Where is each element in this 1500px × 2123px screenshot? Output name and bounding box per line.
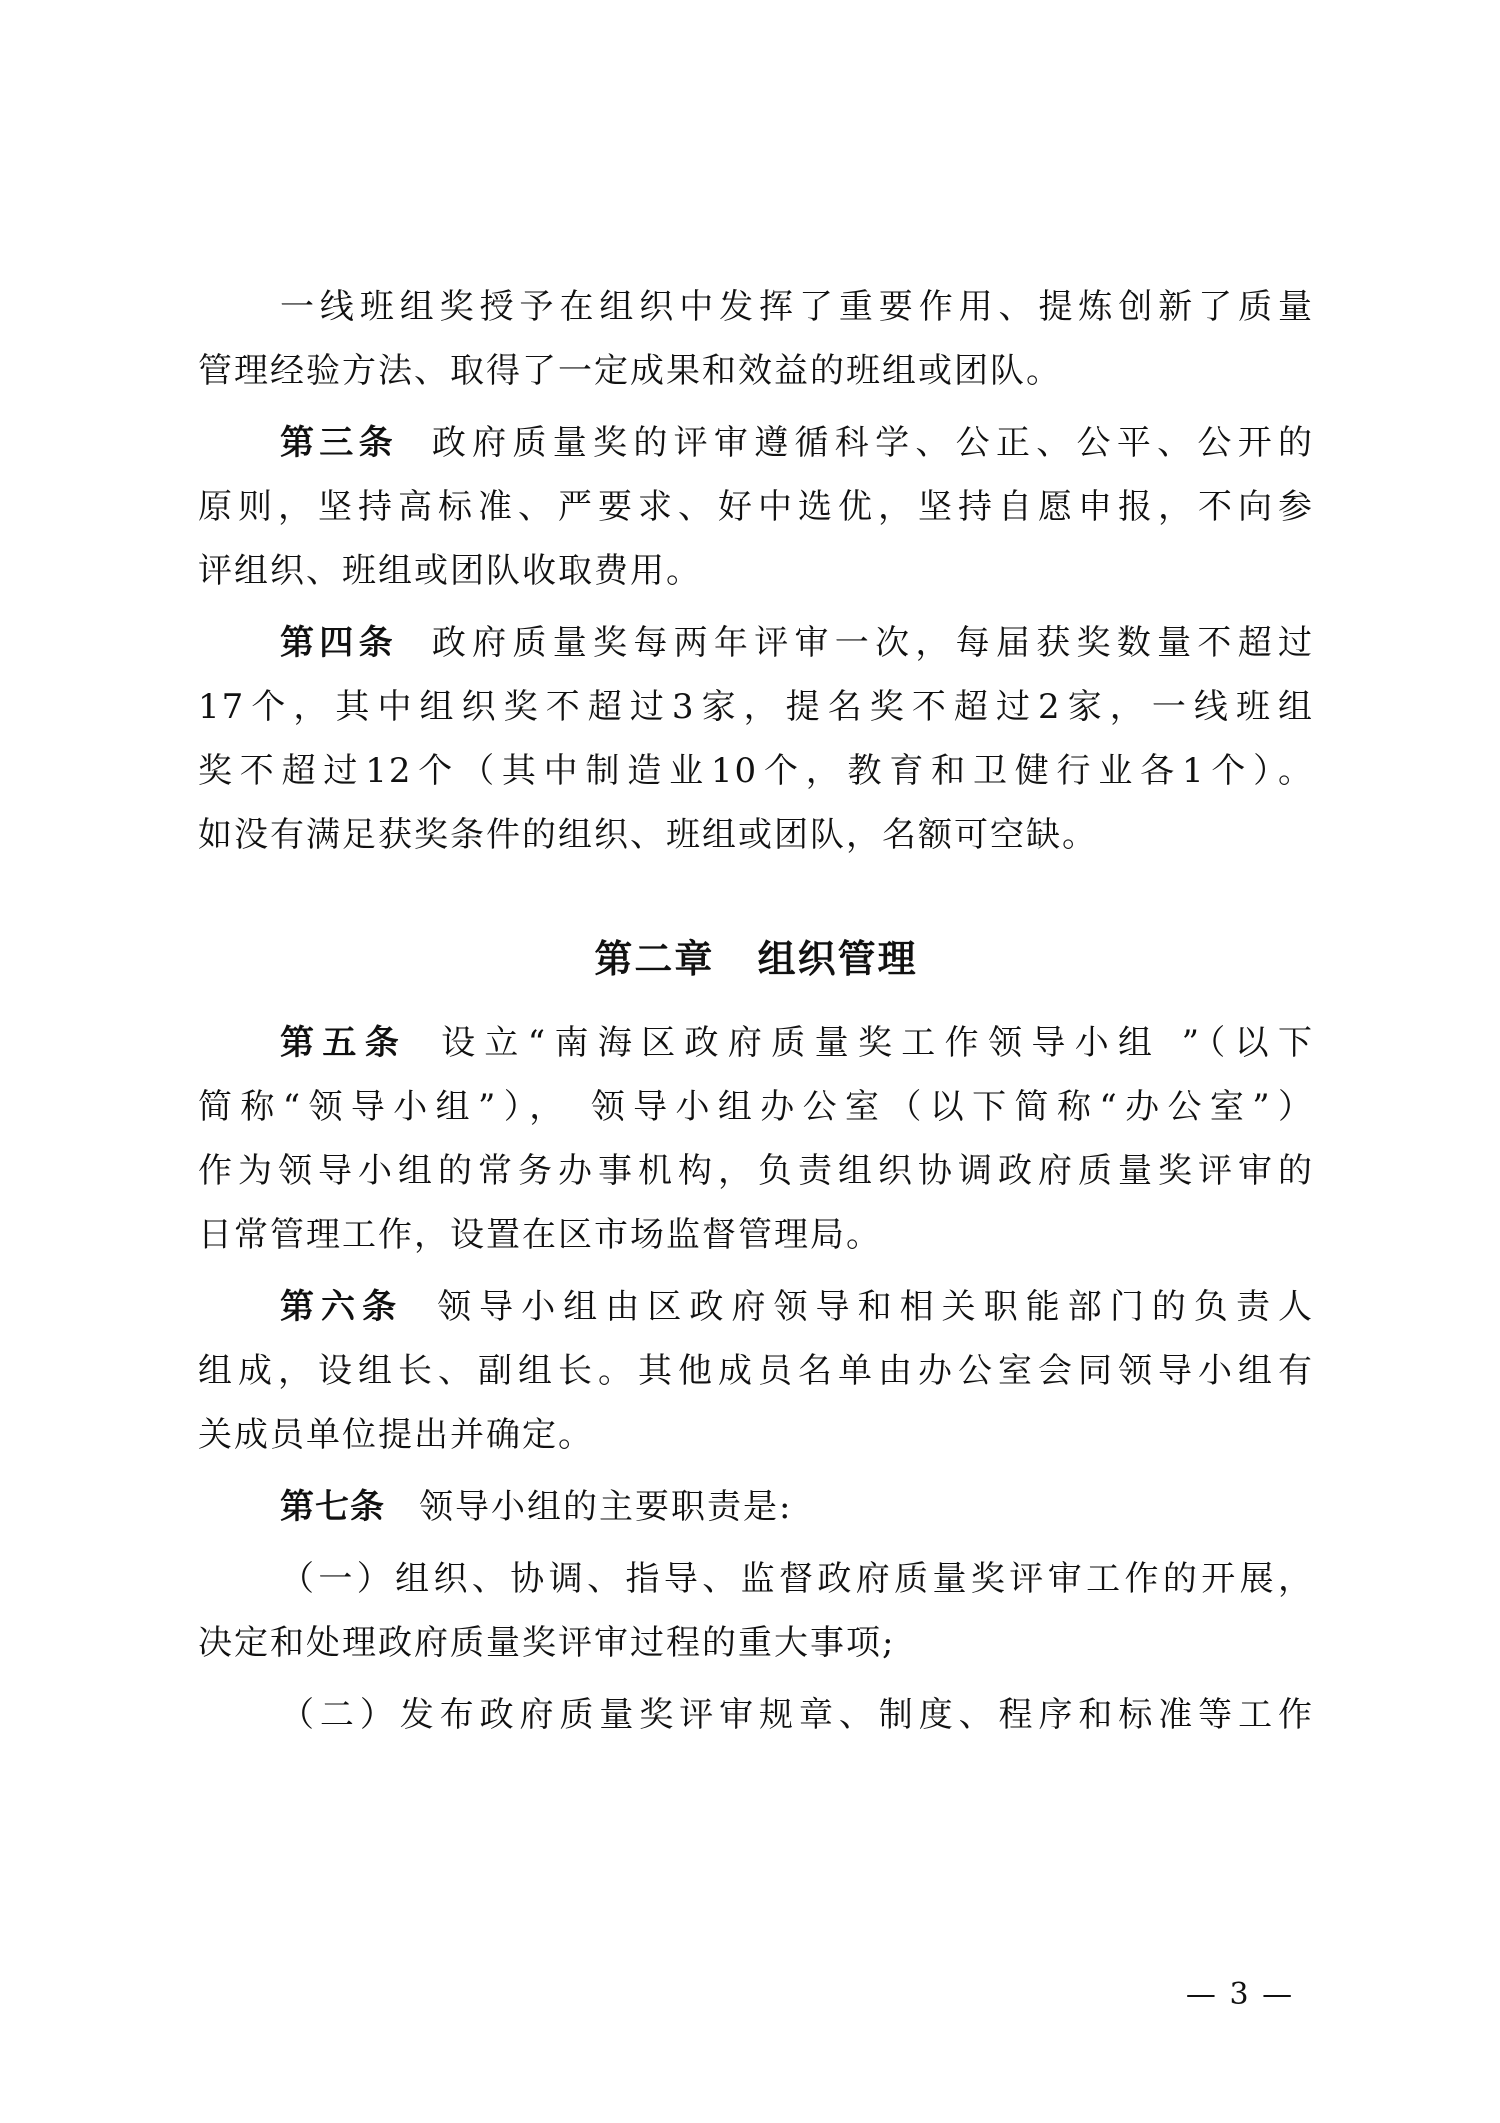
page-number: — 3 — (1185, 1977, 1295, 2012)
document-body (198, 275, 1314, 1747)
article-label: 第三条 (280, 423, 398, 463)
list-item-1 (198, 1547, 1314, 1675)
text-fragment: 领导小组的主要职责是: (419, 1487, 793, 1527)
text-line: 关成员单位提出并确定。 (198, 1415, 594, 1455)
text-fragment: 领导小组由区政府领导和相关职能部门的负责人 (437, 1287, 1315, 1327)
text-line: 评组织、班组或团队收取费用。 (198, 551, 702, 591)
text-line: 简称“领导小组”）， 领导小组办公室（以下简称“办公室”） (198, 1087, 1314, 1127)
text-line: 一线班组奖授予在组织中发挥了重要作用、提炼创新了质量 (280, 287, 1314, 327)
text-line (198, 1275, 1314, 1339)
text-line: 原则，坚持高标准、严要求、好中选优，坚持自愿申报，不向参 (198, 487, 1314, 527)
text-line: 作为领导小组的常务办事机构，负责组织协调政府质量奖评审的 (198, 1151, 1314, 1191)
text-line: 日常管理工作，设置在区市场监督管理局。 (198, 1215, 882, 1255)
text-line: 如没有满足获奖条件的组织、班组或团队，名额可空缺。 (198, 815, 1098, 855)
text-line (198, 411, 1314, 475)
text-line (198, 611, 1314, 675)
text-line: 17个，其中组织奖不超过3家，提名奖不超过2家，一线班组 (198, 687, 1314, 727)
text-line (198, 1011, 1314, 1075)
text-line: 管理经验方法、取得了一定成果和效益的班组或团队。 (198, 351, 1062, 391)
text-fragment: 设立“南海区政府质量奖工作领导小组 ”（以下 (441, 1023, 1315, 1063)
paragraph-intro (198, 275, 1314, 403)
text-line (198, 1475, 1314, 1539)
paragraph-article-3 (198, 411, 1314, 603)
article-label: 第五条 (280, 1023, 408, 1063)
text-fragment: 政府质量奖每两年评审一次，每届获奖数量不超过 (431, 623, 1314, 663)
chapter-heading: 第二章 组织管理 (594, 937, 918, 981)
paragraph-article-4 (198, 611, 1314, 867)
text-line: 组成，设组长、副组长。其他成员名单由办公室会同领导小组有 (198, 1351, 1314, 1391)
article-label: 第七条 (280, 1487, 385, 1527)
list-item-2 (198, 1683, 1314, 1747)
paragraph-article-5 (198, 1011, 1314, 1267)
paragraph-article-7 (198, 1475, 1314, 1539)
text-line: 奖不超过12个（其中制造业10个，教育和卫健行业各1个）。 (198, 751, 1314, 791)
text-line: 决定和处理政府质量奖评审过程的重大事项; (198, 1623, 896, 1663)
text-line: （一）组织、协调、指导、监督政府质量奖评审工作的开展， (280, 1559, 1314, 1599)
article-label: 第六条 (280, 1287, 404, 1327)
paragraph-article-6 (198, 1275, 1314, 1467)
text-line: （二）发布政府质量奖评审规章、制度、程序和标准等工作 (280, 1695, 1314, 1735)
article-label: 第四条 (280, 623, 398, 663)
text-fragment: 政府质量奖的评审遵循科学、公正、公平、公开的 (431, 423, 1314, 463)
